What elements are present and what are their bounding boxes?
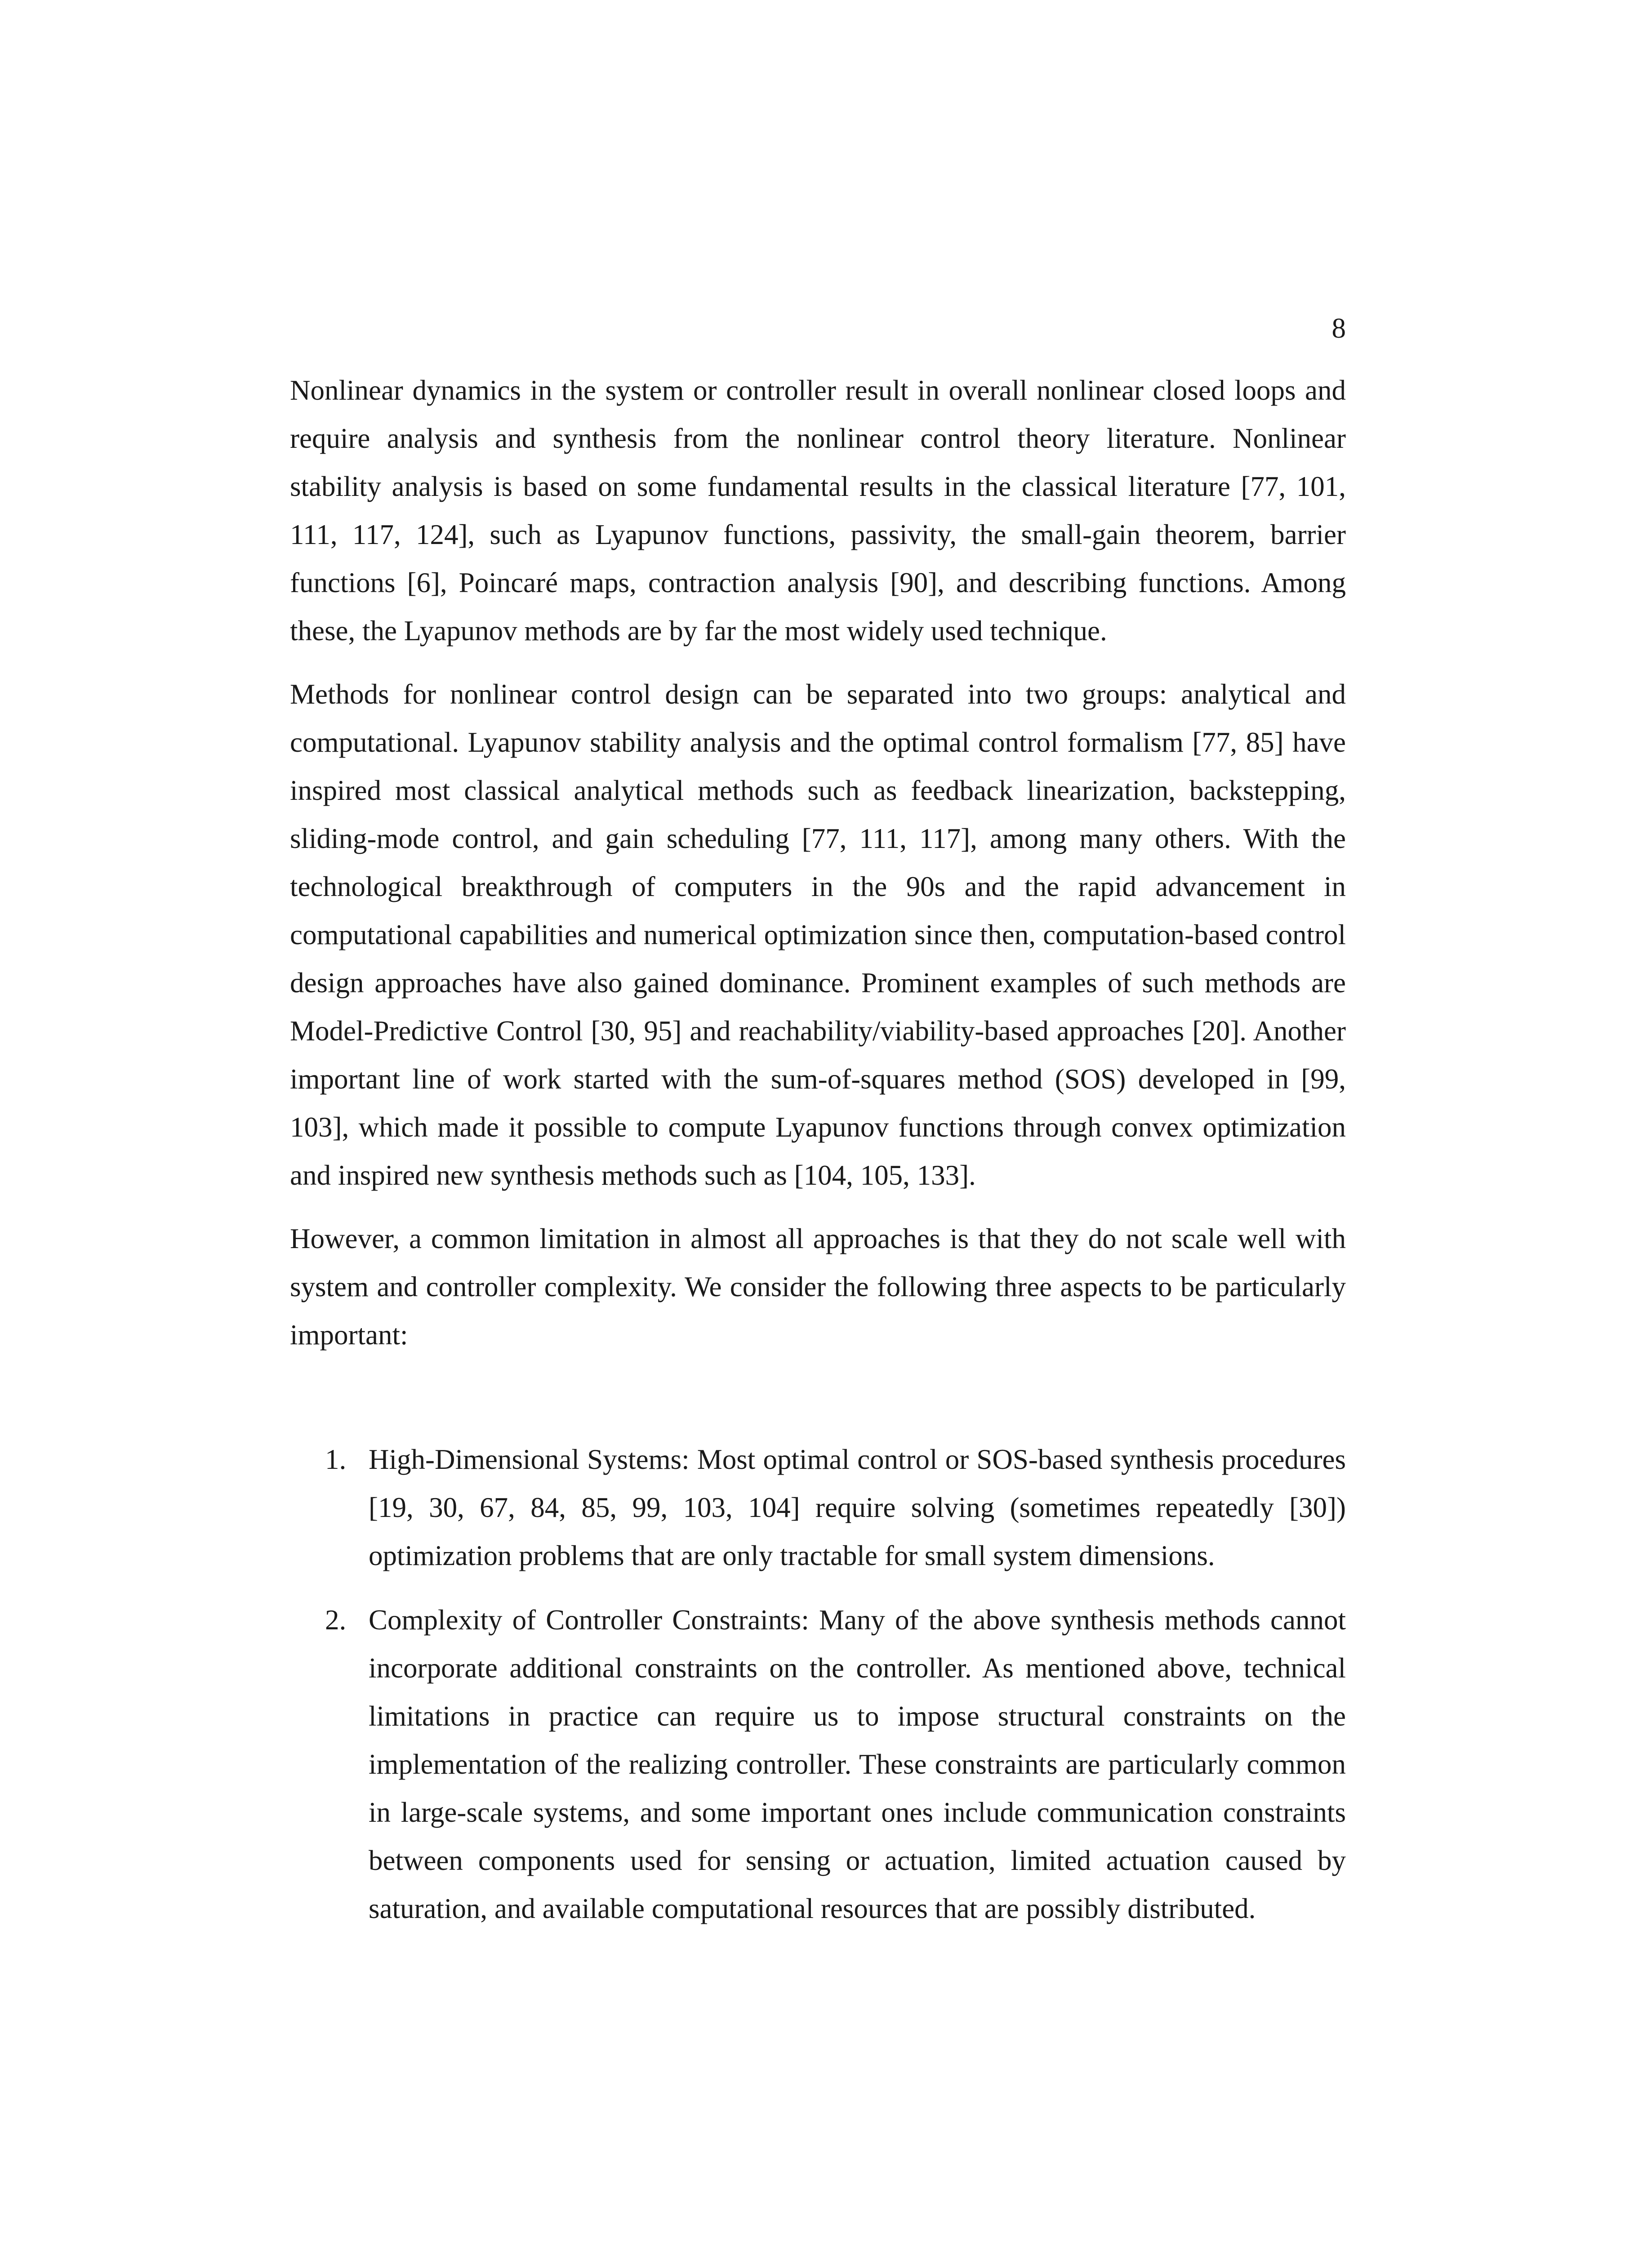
list-item — [290, 1596, 1346, 1933]
paragraph-nonlinear-analysis: Nonlinear dynamics in the system or controller result in overall nonlinear closed loops and require analysis and synthesis from the nonlinear control theory literature. Nonlinear stability analysis is based on some fundamental results in the classical literature [77, 101, 111, 117, 124], such as Lyapunov functions, passivity, the small-gain theorem, barrier functions [6], Poincaré maps, contraction analysis [90], and describing functions. Among these, the Lyapunov methods are by far the most widely used technique. — [290, 375, 1346, 647]
body-text — [290, 366, 1346, 1949]
page-number: 8 — [1331, 312, 1346, 344]
aspects-list — [290, 1436, 1346, 1933]
list-item-text: High-Dimensional Systems: Most optimal control or SOS-based synthesis procedures [19, 30, 67, 84, 85, 99, 103, 104] require solving (sometimes repeatedly [30]) optimization problems that are only tractable for small system dimensions. — [369, 1444, 1346, 1571]
paragraph-limitations: However, a common limitation in almost all approaches is that they do not scale well with system and controller complexity. We consider the following three aspects to be particularly important: — [290, 1223, 1346, 1351]
list-item — [290, 1436, 1346, 1580]
paragraph-control-design: Methods for nonlinear control design can be separated into two groups: analytical and computational. Lyapunov stability analysis and the optimal control formalism [77, 85] have inspired most classical analytical methods such as feedback linearization, backstepping, sliding-mode control, and gain scheduling [77, 111, 117], among many others. With the technological breakthrough of computers in the 90s and the rapid advancement in computational capabilities and numerical optimization since then, computation-based control design approaches have also gained dominance. Prominent examples of such methods are Model-Predictive Control [30, 95] and reachability/viability-based approaches [20]. Another important line of work started with the sum-of-squares method (SOS) developed in [99, 103], which made it possible to compute Lyapunov functions through convex optimization and inspired new synthesis methods such as [104, 105, 133]. — [290, 678, 1346, 1191]
list-item-number: 2. — [325, 1604, 347, 1636]
list-item-text: Complexity of Controller Constraints: Many of the above synthesis methods cannot incorporate additional constraints on the controller. As mentioned above, technical limitations in practice can require us to impose structural constraints on the implementation of the realizing controller. These constraints are particularly common in large-scale systems, and some important ones include communication constraints between components used for sensing or actuation, limited actuation caused by saturation, and available computational resources that are possibly distributed. — [369, 1604, 1346, 1924]
list-item-number: 1. — [325, 1444, 347, 1475]
